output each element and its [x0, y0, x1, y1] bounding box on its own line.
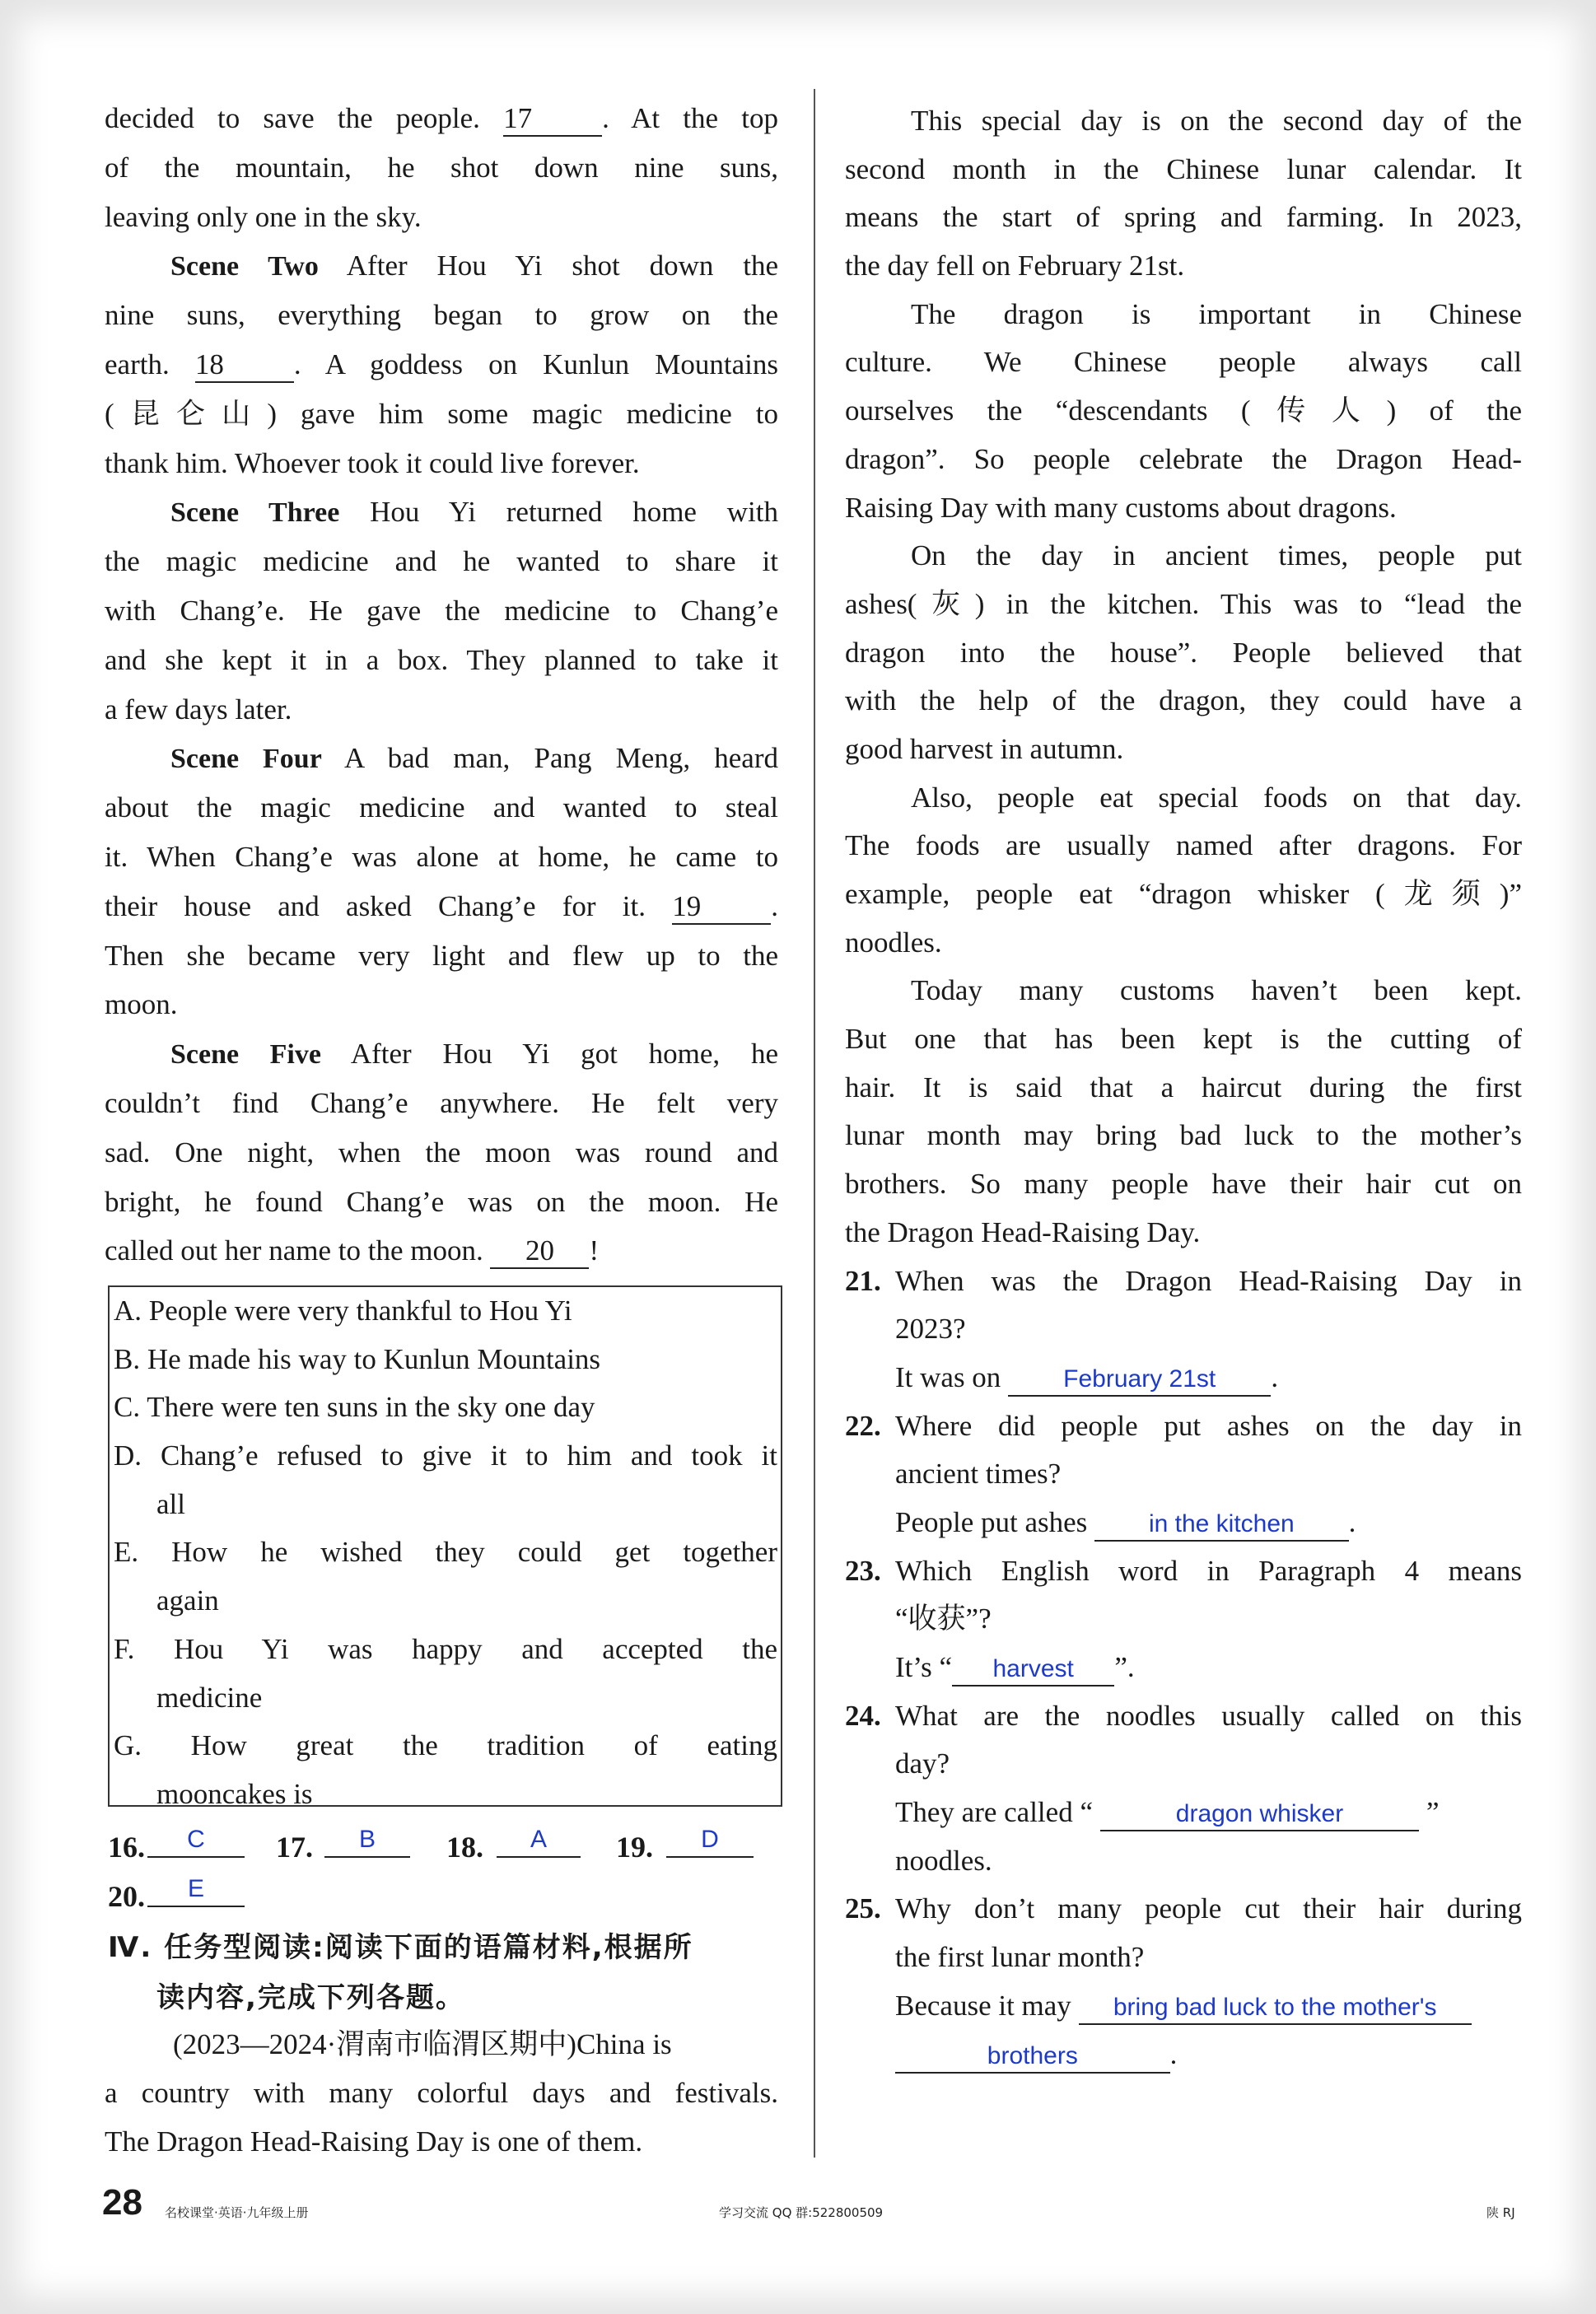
response-line — [845, 1499, 1522, 1547]
text-line — [105, 980, 778, 1029]
text-line — [845, 870, 1522, 919]
text-run: Then she became very light and flew up to the — [105, 939, 778, 972]
question-line — [845, 1885, 1522, 1934]
text-run: and she kept it in a box. They planned to take it — [105, 643, 778, 676]
text-run: . — [1169, 2037, 1178, 2070]
question-text: “收获”? — [895, 1603, 992, 1635]
text-run: with Chang’e. He gave the medicine to Chang’e — [105, 594, 778, 627]
option-line: B. He made his way to Kunlun Mountains — [114, 1342, 601, 1375]
text-line — [105, 94, 778, 143]
text-run: second month in the Chinese lunar calendar. It — [845, 152, 1522, 185]
column-divider — [814, 89, 815, 2158]
text-line — [105, 1128, 778, 1178]
text-line — [105, 291, 778, 340]
question-text: What are the noodles usually called on this — [895, 1699, 1522, 1732]
text-run: Today many customs haven’t been kept. — [911, 974, 1522, 1007]
answer-blank[interactable]: 17 — [503, 102, 602, 137]
text-line — [845, 774, 1522, 823]
answer-19[interactable]: D — [666, 1823, 754, 1858]
text-run: nine suns, everything began to grow on the — [105, 299, 778, 332]
response-line — [845, 1982, 1522, 2031]
text-run: . — [1348, 1505, 1356, 1538]
text-run: earth. — [105, 348, 195, 380]
text-line — [845, 387, 1522, 436]
question-text: When was the Dragon Head-Raising Day in — [895, 1264, 1522, 1297]
text-line — [105, 931, 778, 981]
question-line — [845, 1450, 1522, 1499]
text-line — [105, 241, 778, 291]
text-run: ourselves the “descendants (传人) of the — [845, 394, 1522, 427]
text-run: After Hou Yi got home, he — [320, 1038, 778, 1071]
text-line — [105, 586, 778, 636]
question-line — [845, 1402, 1522, 1451]
text-run: moon. — [105, 988, 178, 1021]
question-number: 24. — [845, 1699, 881, 1732]
text-run: ” — [1419, 1796, 1440, 1829]
text-line — [845, 484, 1522, 533]
text-line — [845, 919, 1522, 968]
option-line: E. How he wished they could get together — [114, 1536, 777, 1569]
left-column-story — [105, 94, 778, 1276]
text-run: thank him. Whoever took it could live forever. — [105, 446, 640, 479]
text-run: The foods are usually named after dragons. For — [845, 829, 1522, 862]
response-line — [845, 2031, 1522, 2079]
answer-16[interactable]: C — [147, 1823, 245, 1858]
text-run: This special day is on the second day of the — [911, 105, 1522, 137]
text-run: ”. — [1114, 1651, 1135, 1683]
scene-label: Scene Two — [170, 251, 319, 282]
text-run: the Dragon Head-Raising Day. — [845, 1215, 1201, 1248]
question-line — [845, 1692, 1522, 1741]
text-run: After Hou Yi shot down the — [318, 250, 778, 282]
text-line — [105, 193, 778, 242]
answer-17[interactable]: B — [324, 1823, 410, 1858]
text-line — [105, 143, 778, 193]
text-run: culture. We Chinese people always call — [845, 346, 1522, 379]
text-line — [105, 1029, 778, 1079]
question-number: 23. — [845, 1554, 881, 1587]
question-number: 25. — [845, 1892, 881, 1925]
text-run: noodles. — [895, 1844, 992, 1877]
text-run: leaving only one in the sky. — [105, 200, 422, 233]
text-line — [845, 629, 1522, 678]
text-line — [105, 833, 778, 882]
text-line — [845, 146, 1522, 194]
text-run: Raising Day with many customs about dragons. — [845, 491, 1397, 524]
answer-18[interactable]: A — [497, 1823, 581, 1858]
text-run: good harvest in autumn. — [845, 732, 1124, 765]
text-run: ! — [589, 1234, 600, 1267]
text-run: a few days later. — [105, 693, 292, 725]
text-run: it. When Chang’e was alone at home, he came to — [105, 840, 778, 873]
question-text: Where did people put ashes on the day in — [895, 1409, 1522, 1442]
question-line — [845, 1934, 1522, 1982]
answer-number: 18. — [446, 1831, 483, 1864]
text-run: They are called “ — [895, 1796, 1100, 1829]
question-number: 22. — [845, 1409, 881, 1442]
text-run: A bad man, Pang Meng, heard — [321, 742, 778, 775]
question-line — [845, 1547, 1522, 1596]
right-column-passage — [845, 97, 1522, 2078]
option-line: A. People were very thankful to Hou Yi — [114, 1295, 572, 1327]
response-line — [845, 1354, 1522, 1402]
question-text: 2023? — [895, 1313, 966, 1346]
text-line — [105, 685, 778, 735]
question-text: Which English word in Paragraph 4 means — [895, 1554, 1522, 1587]
scene-label: Scene Three — [170, 497, 340, 529]
answer-number: 20. — [108, 1880, 145, 1913]
text-run: . At the top — [602, 102, 778, 134]
text-line — [845, 581, 1522, 629]
intro-line-2: a country with many colorful days and festivals. — [105, 2077, 778, 2109]
filled-answer[interactable]: bring bad luck to the mother's — [1079, 1992, 1472, 2025]
option-line: D. Chang’e refused to give it to him and took it — [114, 1439, 777, 1472]
text-run: of the mountain, he shot down nine suns, — [105, 151, 778, 184]
scene-label: Scene Four — [170, 744, 322, 775]
text-run: It was on — [895, 1360, 1009, 1393]
text-run: Because it may — [895, 1989, 1079, 2022]
option-line: medicine — [156, 1681, 263, 1714]
text-line — [845, 291, 1522, 339]
text-line — [105, 1226, 778, 1276]
text-line — [845, 338, 1522, 387]
text-run: dragon”. So people celebrate the Dragon Head- — [845, 442, 1522, 475]
text-line — [845, 436, 1522, 484]
text-run: . — [1271, 1360, 1279, 1393]
option-line: all — [156, 1487, 185, 1520]
text-line — [845, 822, 1522, 870]
text-line — [845, 1209, 1522, 1257]
question-text: the first lunar month? — [895, 1941, 1145, 1974]
text-run: hair. It is said that a haircut during the first — [845, 1071, 1522, 1103]
text-line — [845, 1160, 1522, 1209]
text-line — [105, 390, 778, 439]
answer-20[interactable]: E — [147, 1873, 245, 1907]
text-run: sad. One night, when the moon was round and — [105, 1136, 778, 1169]
intro-line-1: (2023—2024·渭南市临渭区期中)China is — [173, 2028, 672, 2060]
question-line — [845, 1257, 1522, 1306]
qq-group: 学习交流 QQ 群:522800509 — [719, 2205, 884, 2220]
answer-number: 16. — [108, 1831, 145, 1864]
filled-answer[interactable]: dragon whisker — [1100, 1798, 1420, 1831]
scene-label: Scene Five — [170, 1039, 321, 1071]
answer-blank[interactable]: 20 — [490, 1234, 589, 1269]
text-run: People put ashes — [895, 1505, 1095, 1538]
text-run: called out her name to the moon. — [105, 1234, 491, 1267]
question-line — [845, 1740, 1522, 1789]
text-line — [845, 532, 1522, 581]
question-line — [845, 1595, 1522, 1644]
text-line — [105, 537, 778, 586]
response-line — [845, 1644, 1522, 1692]
text-line — [845, 967, 1522, 1015]
text-line — [105, 783, 778, 833]
text-run: the magic medicine and he wanted to share it — [105, 545, 778, 578]
text-line — [845, 677, 1522, 725]
text-line — [105, 636, 778, 685]
answer-number: 19. — [616, 1831, 653, 1864]
text-line — [845, 194, 1522, 242]
book-title: 名校课堂·英语·九年级上册 — [165, 2205, 309, 2220]
answer-blank[interactable]: 18 — [195, 348, 294, 383]
text-line — [845, 1112, 1522, 1160]
text-line — [105, 882, 778, 931]
text-run: lunar month may bring bad luck to the mother’s — [845, 1119, 1522, 1152]
option-line: G. How great the tradition of eating — [114, 1729, 777, 1762]
text-line — [845, 725, 1522, 774]
text-run: means the start of spring and farming. In 2023, — [845, 201, 1522, 234]
text-run: dragon into the house”. People believed that — [845, 636, 1522, 669]
text-run: It’s “ — [895, 1651, 953, 1683]
text-run: The dragon is important in Chinese — [911, 297, 1522, 330]
page-number: 28 — [102, 2182, 142, 2223]
answer-number: 17. — [276, 1831, 313, 1864]
text-line — [845, 1015, 1522, 1064]
edition-label: 陕 RJ — [1486, 2205, 1515, 2220]
text-line — [105, 439, 778, 488]
response-line — [845, 1837, 1522, 1886]
option-line: C. There were ten suns in the sky one day — [114, 1391, 595, 1424]
text-line — [105, 340, 778, 390]
text-run: noodles. — [845, 926, 942, 959]
intro-line-3: The Dragon Head-Raising Day is one of them. — [105, 2125, 643, 2158]
text-run: the day fell on February 21st. — [845, 250, 1185, 282]
options-box — [108, 1285, 782, 1810]
text-run: (昆仑山) gave him some magic medicine to — [105, 397, 778, 430]
answer-blank[interactable]: 19 — [672, 890, 771, 925]
text-line — [845, 97, 1522, 146]
text-run: Hou Yi returned home with — [339, 496, 778, 529]
question-text: ancient times? — [895, 1458, 1062, 1491]
question-number: 21. — [845, 1264, 881, 1297]
text-line — [105, 488, 778, 537]
text-run: ashes(灰) in the kitchen. This was to “lead the — [845, 587, 1522, 620]
filled-answer[interactable]: February 21st — [1008, 1364, 1271, 1397]
filled-answer[interactable]: harvest — [952, 1654, 1114, 1687]
option-line: mooncakes is — [156, 1777, 313, 1810]
text-run: decided to save the people. — [105, 102, 504, 134]
text-run: On the day in ancient times, people put — [911, 539, 1522, 572]
text-run: But one that has been kept is the cutting of — [845, 1023, 1522, 1056]
question-text: Why don’t many people cut their hair during — [895, 1892, 1522, 1925]
question-text: day? — [895, 1747, 950, 1780]
filled-answer[interactable]: brothers — [895, 2041, 1170, 2074]
text-line — [845, 1064, 1522, 1113]
text-run: couldn’t find Chang’e anywhere. He felt very — [105, 1086, 778, 1119]
option-line: again — [156, 1584, 219, 1617]
text-run: brothers. So many people have their hair cut on — [845, 1168, 1522, 1201]
response-line — [845, 1789, 1522, 1837]
text-run: their house and asked Chang’e for it. — [105, 889, 673, 922]
text-line — [105, 1079, 778, 1128]
option-line: F. Hou Yi was happy and accepted the — [114, 1632, 777, 1665]
text-line — [105, 734, 778, 783]
text-run: . — [771, 889, 778, 922]
filled-answer[interactable]: in the kitchen — [1094, 1509, 1349, 1542]
text-run: Also, people eat special foods on that day. — [911, 781, 1522, 814]
text-run: bright, he found Chang’e was on the moon. He — [105, 1185, 778, 1218]
text-run: with the help of the dragon, they could have a — [845, 684, 1522, 717]
text-run: example, people eat “dragon whisker (龙须)” — [845, 878, 1522, 910]
question-line — [845, 1305, 1522, 1354]
section-heading-line-2: 读内容,完成下列各题。 — [156, 1981, 465, 2014]
text-line — [105, 1178, 778, 1227]
text-line — [845, 242, 1522, 291]
text-run: . A goddess on Kunlun Mountains — [293, 348, 778, 380]
section-heading-line-1: Ⅳ. 任务型阅读:阅读下面的语篇材料,根据所 — [108, 1931, 693, 1964]
text-run: about the magic medicine and wanted to steal — [105, 791, 778, 824]
